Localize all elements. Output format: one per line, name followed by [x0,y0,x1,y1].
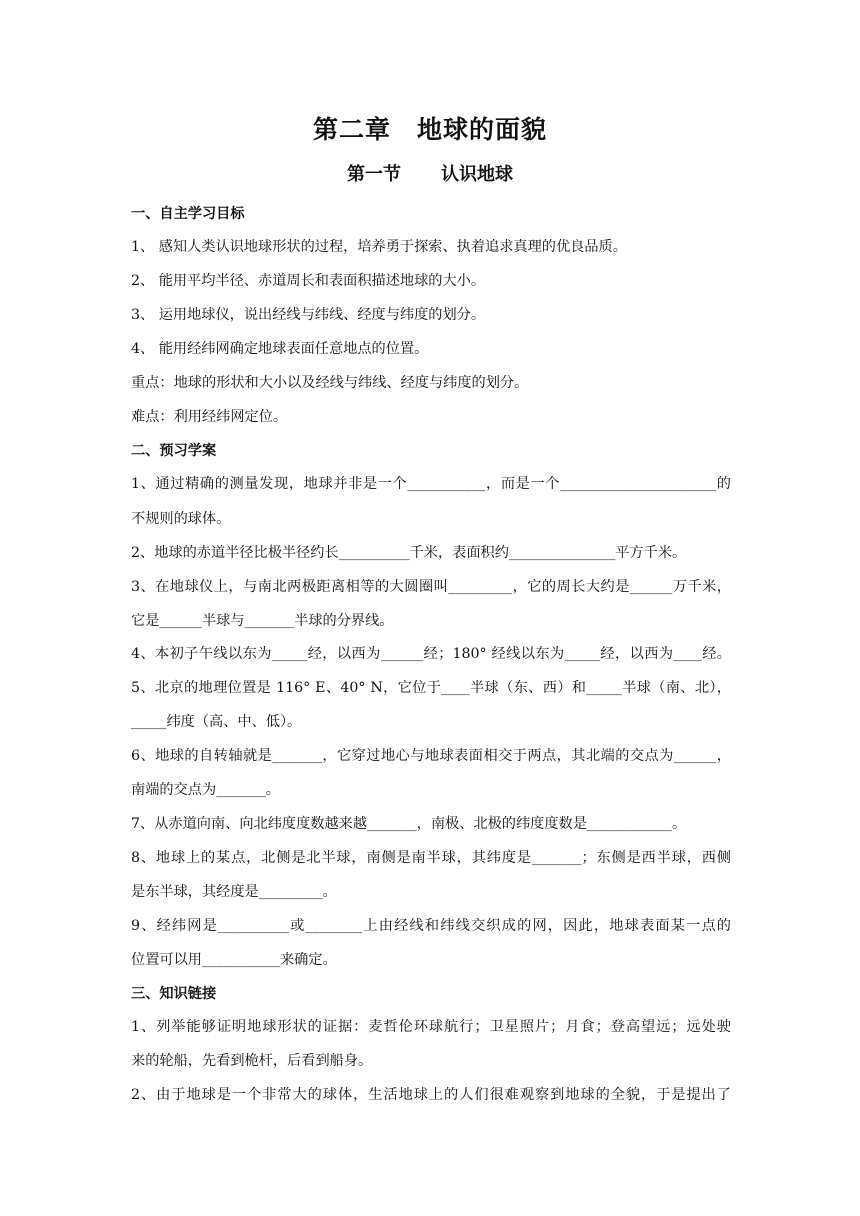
knowledge-line: 来的轮船，先看到桅杆，后看到船身。 [131,1053,373,1069]
section-heading: 二、预习学案 [131,443,217,459]
question-line: 不规则的球体。 [131,511,231,527]
section-heading: 三、知识链接 [131,986,217,1002]
section-name: 认识地球 [441,164,513,185]
question-line: 4、本初子午线以东为_____经，以西为______经；180° 经线以东为_____经，以西为____经。 [131,646,731,662]
question-line: 7、从赤道向南、向北纬度度数越来越_______，南极、北极的纬度度数是____________。 [131,816,687,832]
chapter-title: 第二章 地球的面貌 [312,115,547,144]
knowledge-line: 2、由于地球是一个非常大的球体，生活地球上的人们很难观察到地球的全貌，于是提出了 [131,1087,731,1103]
question-line: 2、地球的赤道半径比极半径约长__________千米，表面积约_______________平方千米。 [131,545,687,561]
goal-item: 1、 感知人类认识地球形状的过程，培养勇于探索、执着追求真理的优良品质。 [131,239,627,255]
key-point: 重点：地球的形状和大小以及经线与纬线、经度与纬度的划分。 [131,375,529,391]
question-line: 3、在地球仪上，与南北两极距离相等的大圆圈叫_________，它的周长大约是______万千米， [131,579,731,595]
question-line: 8、地球上的某点，北侧是北半球，南侧是南半球，其纬度是_______；东侧是西半球，西侧 [131,850,731,866]
question-line: 9、经纬网是__________或________上由经线和纬线交织成的网，因此，地球表面某一点的 [131,918,731,934]
section-number: 第一节 [347,164,401,185]
section-title [0,160,860,186]
question-line: 6、地球的自转轴就是_______，它穿过地心与地球表面相交于两点，其北端的交点为______， [131,748,731,764]
section-heading: 一、自主学习目标 [131,206,245,222]
goal-item: 4、 能用经纬网确定地球表面任意地点的位置。 [131,341,429,357]
goal-item: 2、 能用平均半径、赤道周长和表面积描述地球的大小。 [131,273,486,289]
knowledge-line: 1、列举能够证明地球形状的证据：麦哲伦环球航行；卫星照片；月食；登高望远；远处驶 [131,1019,731,1035]
goal-item: 3、 运用地球仪，说出经线与纬线、经度与纬度的划分。 [131,307,486,323]
question-line: 位置可以用___________来确定。 [131,952,337,968]
question-line: 它是______半球与_______半球的分界线。 [131,613,394,629]
difficult-point: 难点：利用经纬网定位。 [131,409,288,425]
question-line: 是东半球，其经度是_________。 [131,884,337,900]
question-line: 南端的交点为_______。 [131,782,280,798]
question-line: _____纬度（高、中、低）。 [131,714,302,730]
question-line: 5、北京的地理位置是 116° E、40° N，它位于____半球（东、西）和_____半球（南、北）， [131,680,731,696]
question-line: 1、通过精确的测量发现，地球并非是一个___________，而是一个______________________的 [131,476,731,492]
